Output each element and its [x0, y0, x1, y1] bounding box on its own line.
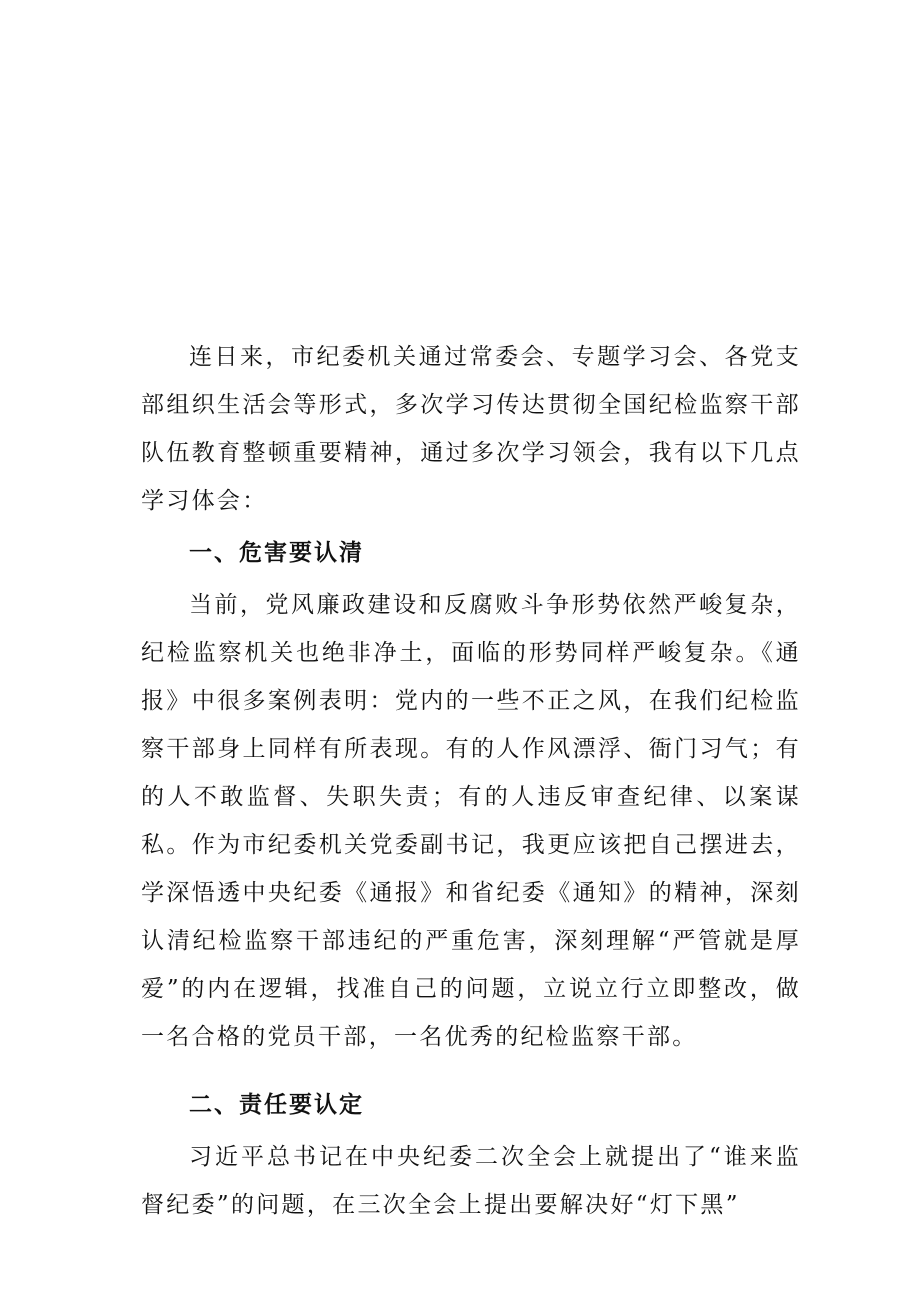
document-body: [141, 333, 801, 1229]
section-heading-2: 二、责任要认定: [189, 1092, 364, 1118]
section-heading-1: 一、危害要认清: [189, 540, 364, 566]
section-1-paragraph: 当前，党风廉政建设和反腐败斗争形势依然严峻复杂，纪检监察机关也绝非净土，面临的形势同样严峻复杂。《通报》中很多案例表明：党内的一些不正之风，在我们纪检监察干部身上同样有所表现。有的人作风漂浮、衙门习气；有的人不敢监督、失职失责；有的人违反审查纪律、以案谋私。作为市纪委机关党委副书记，我更应该把自己摆进去，学深悟透中央纪委《通报》和省纪委《通知》的精神，深刻认清纪检监察干部违纪的严重危害，深刻理解“严管就是厚爱”的内在逻辑，找准自己的问题，立说立行立即整改，做一名合格的党员干部，一名优秀的纪检监察干部。: [141, 592, 801, 1050]
section-2-paragraph: 习近平总书记在中央纪委二次全会上就提出了“谁来监督纪委”的问题，在三次全会上提出要解决好“灯下黑”: [141, 1144, 801, 1218]
intro-paragraph: 连日来，市纪委机关通过常委会、专题学习会、各党支部组织生活会等形式，多次学习传达贯彻全国纪检监察干部队伍教育整顿重要精神，通过多次学习领会，我有以下几点学习体会：: [141, 344, 801, 514]
